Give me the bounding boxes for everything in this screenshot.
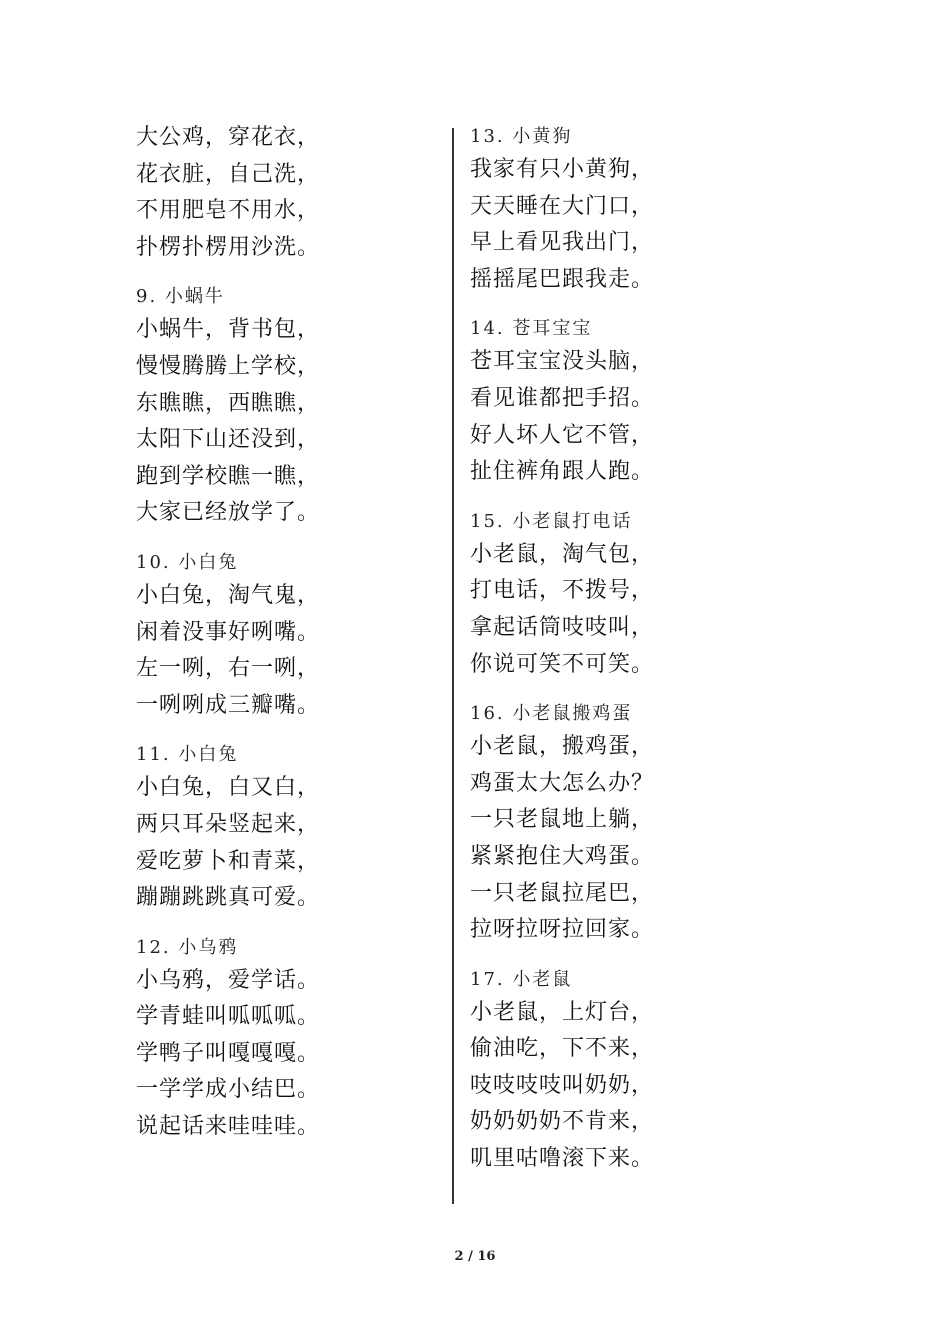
rhyme-block bbox=[470, 312, 770, 490]
rhyme-line: 你说可笑不可笑。 bbox=[470, 651, 655, 677]
rhyme-title: 11. 小白兔 bbox=[136, 744, 239, 766]
rhyme-title: 14. 苍耳宝宝 bbox=[470, 318, 593, 340]
rhyme-block bbox=[136, 280, 436, 532]
left-column bbox=[136, 120, 436, 1160]
rhyme-line: 左一咧，右一咧， bbox=[136, 656, 321, 682]
rhyme-line: 一学学成小结巴。 bbox=[136, 1077, 321, 1103]
rhyme-line: 蹦蹦跳跳真可爱。 bbox=[136, 885, 321, 911]
rhyme-title: 12. 小乌鸦 bbox=[136, 936, 239, 958]
rhyme-line: 天天睡在大门口， bbox=[470, 193, 655, 219]
rhyme-line: 奶奶奶奶不肯来， bbox=[470, 1109, 655, 1135]
rhyme-line: 扯住裤角跟人跑。 bbox=[470, 459, 655, 485]
rhyme-block bbox=[136, 931, 436, 1146]
rhyme-line: 大公鸡，穿花衣， bbox=[136, 125, 321, 150]
rhyme-block bbox=[470, 505, 770, 683]
rhyme-line: 一咧咧成三瓣嘴。 bbox=[136, 692, 321, 718]
rhyme-line: 说起话来哇哇哇。 bbox=[136, 1114, 321, 1140]
rhyme-title: 16. 小老鼠搬鸡蛋 bbox=[470, 703, 633, 725]
rhyme-line: 大家已经放学了。 bbox=[136, 500, 321, 526]
column-divider bbox=[452, 128, 454, 1204]
rhyme-block bbox=[136, 546, 436, 724]
rhyme-line: 一只老鼠拉尾巴， bbox=[470, 880, 655, 906]
rhyme-line: 我家有只小黄狗， bbox=[470, 157, 655, 182]
rhyme-block bbox=[470, 120, 770, 298]
rhyme-line: 拿起话筒吱吱叫， bbox=[470, 614, 655, 640]
rhyme-line: 学鸭子叫嘎嘎嘎。 bbox=[136, 1040, 321, 1066]
rhyme-line: 小乌鸦，爱学话。 bbox=[136, 967, 321, 993]
rhyme-line: 鸡蛋太大怎么办？ bbox=[470, 770, 655, 796]
rhyme-line: 看见谁都把手招。 bbox=[470, 385, 655, 411]
rhyme-line: 小老鼠，上灯台， bbox=[470, 999, 655, 1025]
rhyme-block bbox=[136, 738, 436, 916]
rhyme-line: 不用肥皂不用水， bbox=[136, 198, 321, 224]
rhyme-line: 小老鼠，淘气包， bbox=[470, 541, 655, 567]
rhyme-line: 太阳下山还没到， bbox=[136, 427, 321, 453]
rhyme-line: 偷油吃，下不来， bbox=[470, 1036, 655, 1062]
rhyme-line: 闲着没事好咧嘴。 bbox=[136, 619, 321, 645]
rhyme-line: 学青蛙叫呱呱呱。 bbox=[136, 1004, 321, 1030]
rhyme-line: 打电话，不拨号， bbox=[470, 578, 655, 604]
rhyme-title: 17. 小老鼠 bbox=[470, 968, 573, 990]
rhyme-line: 紧紧抱住大鸡蛋。 bbox=[470, 843, 655, 869]
page-number: 2 / 16 bbox=[454, 1249, 496, 1264]
rhyme-line: 小白兔，白又白， bbox=[136, 775, 321, 801]
rhyme-line: 早上看见我出门， bbox=[470, 230, 655, 256]
rhyme-line: 慢慢腾腾上学校， bbox=[136, 353, 321, 379]
rhyme-line: 扑楞扑楞用沙洗。 bbox=[136, 234, 321, 260]
rhyme-line: 吱吱吱吱叫奶奶， bbox=[470, 1072, 655, 1098]
rhyme-line: 东瞧瞧，西瞧瞧， bbox=[136, 390, 321, 416]
rhyme-title: 10. 小白兔 bbox=[136, 551, 239, 573]
rhyme-line: 一只老鼠地上躺， bbox=[470, 807, 655, 833]
rhyme-block bbox=[470, 963, 770, 1178]
rhyme-line: 两只耳朵竖起来， bbox=[136, 811, 321, 837]
rhyme-line: 苍耳宝宝没头脑， bbox=[470, 349, 655, 375]
rhyme-line: 爱吃萝卜和青菜， bbox=[136, 848, 321, 874]
rhyme-line: 好人坏人它不管， bbox=[470, 422, 655, 448]
rhyme-line: 叽里咕噜滚下来。 bbox=[470, 1146, 655, 1172]
rhyme-line: 小白兔，淘气鬼， bbox=[136, 582, 321, 608]
rhyme-line: 摇摇尾巴跟我走。 bbox=[470, 266, 655, 292]
rhyme-line: 跑到学校瞧一瞧， bbox=[136, 463, 321, 489]
rhyme-line: 小老鼠，搬鸡蛋， bbox=[470, 734, 655, 760]
rhyme-line: 小蜗牛，背书包， bbox=[136, 317, 321, 343]
right-column bbox=[470, 120, 770, 1192]
rhyme-line: 拉呀拉呀拉回家。 bbox=[470, 917, 655, 943]
rhyme-block bbox=[470, 697, 770, 949]
rhyme-line: 花衣脏，自己洗， bbox=[136, 161, 321, 187]
rhyme-block bbox=[136, 120, 436, 266]
rhyme-title: 9. 小蜗牛 bbox=[136, 286, 225, 308]
rhyme-title: 13. 小黄狗 bbox=[470, 126, 573, 147]
rhyme-title: 15. 小老鼠打电话 bbox=[470, 510, 633, 532]
